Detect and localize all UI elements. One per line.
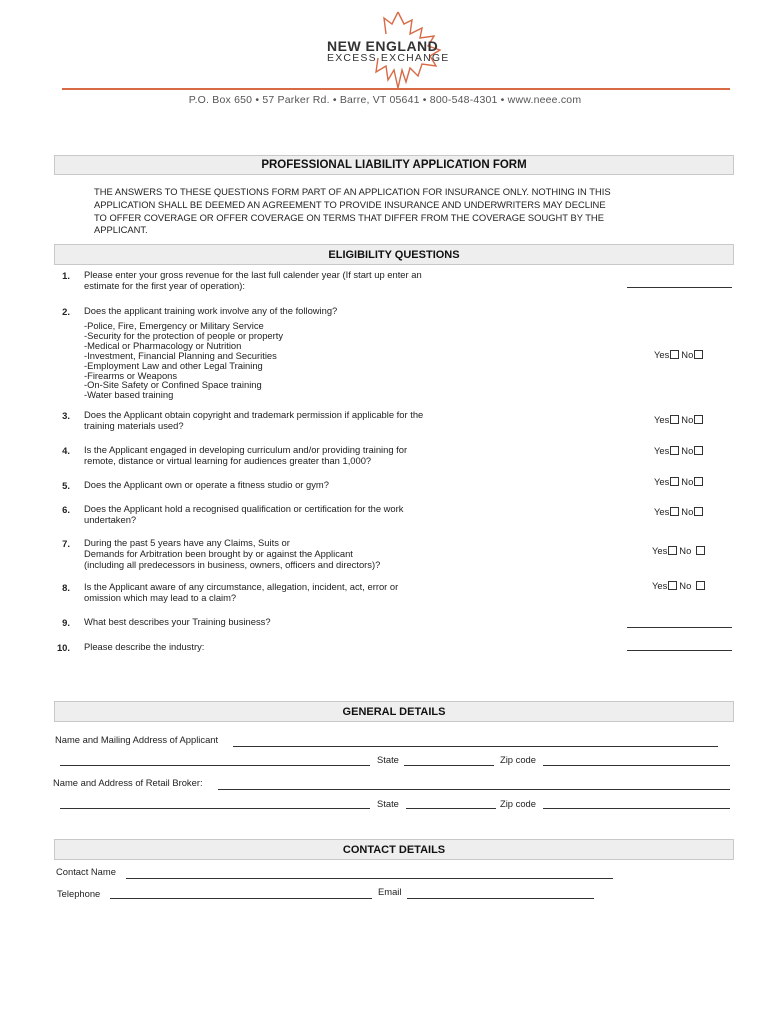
q5-yes-no (654, 476, 705, 487)
q6-yes-no (654, 506, 705, 517)
q8-yes-no (652, 580, 707, 591)
applicant-label: Name and Mailing Address of Applicant (55, 734, 219, 745)
yes-checkbox[interactable] (668, 581, 677, 590)
question-line: Please enter your gross revenue for the last full calender year (If start up enter an (84, 269, 422, 280)
yes-label: Yes (654, 414, 670, 425)
broker-name-field[interactable] (218, 789, 730, 790)
q1-answer-line[interactable] (627, 287, 732, 288)
broker-address-field[interactable] (60, 808, 370, 809)
list-item: -Firearms or Weapons (84, 369, 178, 381)
yes-checkbox[interactable] (670, 350, 679, 359)
q3-yes-no (654, 414, 705, 425)
list-item: -Investment, Financial Planning and Securities (84, 349, 277, 361)
question-3-text (84, 410, 484, 432)
question-4-text (84, 445, 484, 467)
question-6-text (84, 504, 484, 526)
yes-label: Yes (654, 506, 670, 517)
question-number: 3. (62, 410, 70, 421)
intro-line: THE ANSWERS TO THESE QUESTIONS FORM PART OF AN APPLICATION FOR INSURANCE ONLY. NOTHING IN THIS (94, 186, 611, 197)
yes-label: Yes (654, 349, 670, 360)
applicant-state-field[interactable] (404, 765, 494, 766)
q9-answer-line[interactable] (627, 627, 732, 628)
telephone-label: Telephone (57, 888, 101, 899)
yes-checkbox[interactable] (670, 415, 679, 424)
no-checkbox[interactable] (694, 477, 703, 486)
yes-checkbox[interactable] (668, 546, 677, 555)
list-item: -Employment Law and other Legal Training (84, 359, 263, 371)
question-1-text (84, 270, 484, 292)
yes-label: Yes (654, 476, 670, 487)
q4-yes-no (654, 445, 705, 456)
yes-label: Yes (654, 445, 670, 456)
applicant-zip-label: Zip code (500, 754, 536, 765)
logo-title: NEW ENGLAND (327, 38, 439, 54)
no-label: No (679, 580, 692, 591)
q10-answer-line[interactable] (627, 650, 732, 651)
logo-subtitle: EXCESS EXCHANGE (327, 52, 450, 64)
intro-line: APPLICANT. (94, 224, 148, 236)
yes-checkbox[interactable] (670, 507, 679, 516)
broker-zip-label: Zip code (500, 798, 536, 809)
yes-checkbox[interactable] (670, 446, 679, 455)
question-line: Is the Applicant aware of any circumstance, allegation, incident, act, error or (84, 581, 399, 592)
list-item: -Police, Fire, Emergency or Military Service (84, 320, 264, 331)
general-details-heading: GENERAL DETAILS (54, 701, 734, 722)
question-line: omission which may lead to a claim? (84, 591, 237, 603)
yes-checkbox[interactable] (670, 477, 679, 486)
no-label: No (681, 349, 694, 360)
no-label: No (679, 545, 692, 556)
no-label: No (681, 445, 694, 456)
question-number: 2. (62, 306, 70, 317)
no-label: No (681, 506, 694, 517)
eligibility-heading: ELIGIBILITY QUESTIONS (54, 244, 734, 265)
yes-label: Yes (652, 580, 668, 591)
question-number: 7. (62, 538, 70, 549)
question-number: 1. (62, 270, 70, 281)
no-checkbox[interactable] (696, 581, 705, 590)
no-checkbox[interactable] (694, 415, 703, 424)
list-item: -Medical or Pharmacology or Nutrition (84, 339, 242, 351)
question-10-text: Please describe the industry: (84, 641, 205, 652)
applicant-name-field[interactable] (233, 746, 718, 747)
list-item: -Water based training (84, 389, 174, 401)
question-number: 6. (62, 504, 70, 515)
question-line: Does the Applicant obtain copyright and trademark permission if applicable for the (84, 409, 424, 420)
question-2-text: Does the applicant training work involve any of the following? (84, 305, 338, 316)
question-number: 8. (62, 582, 70, 593)
no-checkbox[interactable] (696, 546, 705, 555)
yes-label: Yes (652, 545, 668, 556)
question-line: remote, distance or virtual learning for audiences greater than 1,000? (84, 454, 372, 466)
header-divider (62, 88, 730, 90)
question-line: During the past 5 years have any Claims, Suits or (84, 537, 290, 548)
question-9-text: What best describes your Training business? (84, 616, 271, 627)
intro-line: TO OFFER COVERAGE OR OFFER COVERAGE ON TERMS THAT DIFFER FROM THE COVERAGE SOUGHT BY THE (94, 211, 604, 223)
email-label: Email (378, 886, 402, 897)
no-checkbox[interactable] (694, 446, 703, 455)
intro-line: APPLICATION SHALL BE DEEMED AN AGREEMENT TO PROVIDE INSURANCE AND UNDERWRITERS MAY DECLINE (94, 198, 606, 210)
contact-name-label: Contact Name (56, 866, 116, 877)
applicant-state-label: State (377, 754, 399, 765)
question-line: (including all predecessors in business, owners, officers and directors)? (84, 558, 381, 570)
company-address: P.O. Box 650 • 57 Parker Rd. • Barre, VT 05641 • 800-548-4301 • www.neee.com (188, 94, 582, 106)
telephone-field[interactable] (110, 898, 372, 899)
no-checkbox[interactable] (694, 350, 703, 359)
broker-label: Name and Address of Retail Broker: (53, 777, 203, 788)
question-2-list (84, 321, 384, 400)
no-label: No (681, 414, 694, 425)
question-7-text (84, 538, 484, 570)
no-checkbox[interactable] (694, 507, 703, 516)
intro-disclaimer (94, 186, 694, 237)
q2-yes-no (654, 349, 705, 360)
question-5-text: Does the Applicant own or operate a fitness studio or gym? (84, 479, 329, 490)
email-field[interactable] (407, 898, 594, 899)
question-number: 10. (56, 642, 70, 653)
list-item: -On-Site Safety or Confined Space training (84, 379, 262, 391)
question-number: 4. (62, 445, 70, 456)
list-item: -Security for the protection of people or property (84, 329, 284, 341)
question-line: Is the Applicant engaged in developing curriculum and/or providing training for (84, 444, 408, 455)
contact-details-heading: CONTACT DETAILS (54, 839, 734, 860)
contact-name-field[interactable] (126, 878, 613, 879)
broker-state-label: State (377, 798, 399, 809)
question-number: 5. (62, 480, 70, 491)
form-title: PROFESSIONAL LIABILITY APPLICATION FORM (54, 155, 734, 175)
question-line: Demands for Arbitration been brought by or against the Applicant (84, 547, 353, 559)
broker-zip-field[interactable] (543, 808, 730, 809)
question-line: training materials used? (84, 419, 184, 431)
broker-state-field[interactable] (406, 808, 496, 809)
q7-yes-no (652, 545, 707, 556)
question-line: estimate for the first year of operation): (84, 279, 246, 291)
no-label: No (681, 476, 694, 487)
question-number: 9. (62, 617, 70, 628)
applicant-address-field[interactable] (60, 765, 370, 766)
applicant-zip-field[interactable] (543, 765, 730, 766)
question-line: undertaken? (84, 513, 137, 525)
question-line: Does the Applicant hold a recognised qualification or certification for the work (84, 503, 404, 514)
question-8-text (84, 582, 484, 604)
